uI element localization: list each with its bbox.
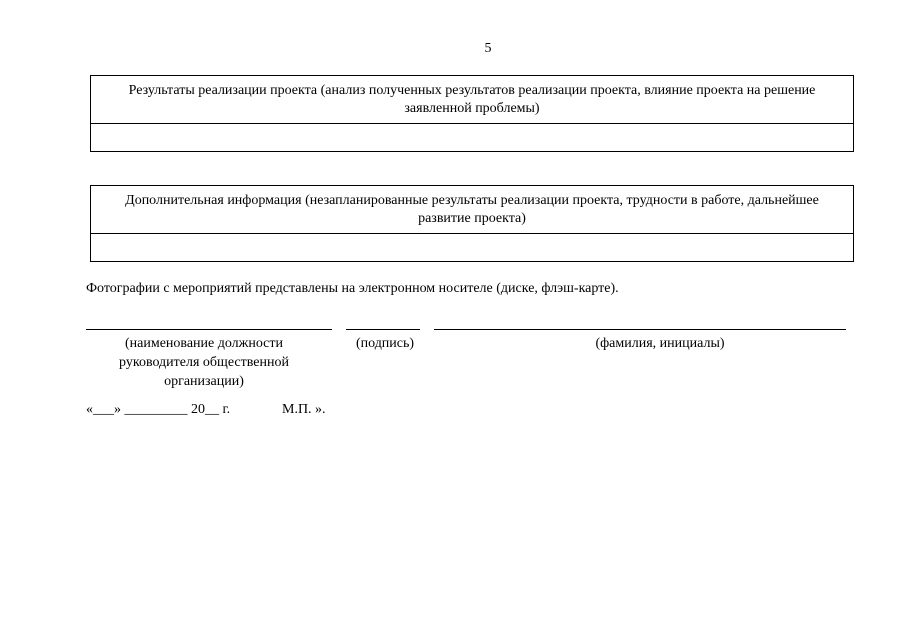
project-results-header: Результаты реализации проекта (анализ полученных результатов реализации проекта, влияние проекта на решение заявленной проблемы) [91, 76, 853, 124]
stamp-label: М.П. ». [282, 402, 326, 417]
photo-note: Фотографии с мероприятий представлены на электронном носителе (диске, флэш-карте). [86, 281, 619, 296]
additional-info-cell[interactable] [91, 234, 853, 261]
signature-line[interactable] [346, 329, 420, 330]
additional-info-table [90, 185, 854, 262]
project-results-table [90, 75, 854, 152]
additional-info-header: Дополнительная информация (незапланированные результаты реализации проекта, трудности в работе, дальнейшее развитие проекта) [91, 186, 853, 234]
page-number: 5 [484, 41, 492, 56]
date-line: «___» _________ 20__ г. [86, 402, 231, 417]
position-signature-line[interactable] [86, 329, 332, 330]
name-signature-line[interactable] [434, 329, 846, 330]
position-caption: (наименование должности руководителя общественной организации) [119, 336, 289, 389]
signature-caption: (подпись) [355, 336, 415, 351]
name-caption: (фамилия, инициалы) [595, 336, 725, 351]
project-results-cell[interactable] [91, 124, 853, 151]
